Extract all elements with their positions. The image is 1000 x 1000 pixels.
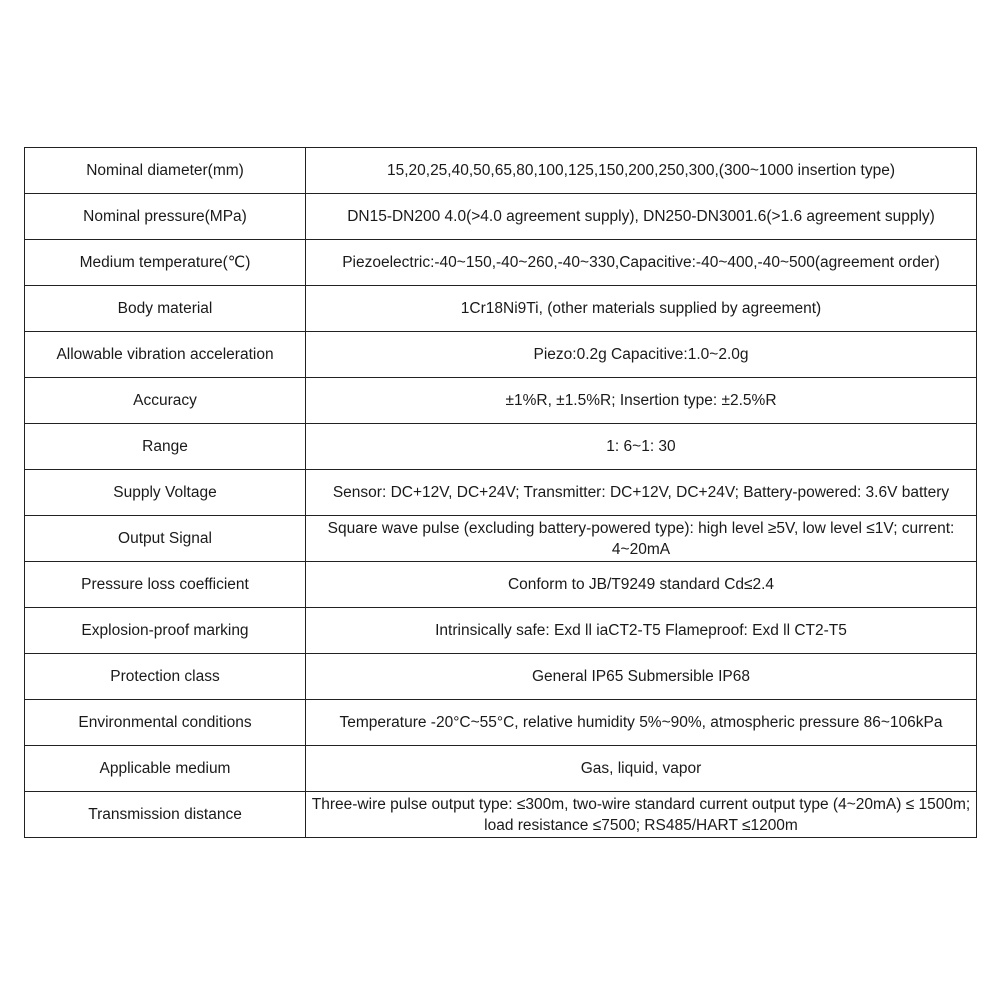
spec-value: DN15-DN200 4.0(>4.0 agreement supply), DN250-DN3001.6(>1.6 agreement supply) (306, 194, 977, 240)
spec-value: Conform to JB/T9249 standard Cd≤2.4 (306, 562, 977, 608)
spec-label: Transmission distance (25, 792, 306, 838)
spec-label: Explosion-proof marking (25, 608, 306, 654)
spec-label: Nominal diameter(mm) (25, 148, 306, 194)
table-row (25, 148, 977, 194)
spec-label: Nominal pressure(MPa) (25, 194, 306, 240)
table-row (25, 746, 977, 792)
spec-label: Applicable medium (25, 746, 306, 792)
spec-value: Intrinsically safe: Exd ll iaCT2-T5 Flameproof: Exd ll CT2-T5 (306, 608, 977, 654)
spec-label: Medium temperature(℃) (25, 240, 306, 286)
table-row (25, 240, 977, 286)
table-row (25, 378, 977, 424)
table-row (25, 700, 977, 746)
spec-value: Square wave pulse (excluding battery-powered type): high level ≥5V, low level ≤1V; current: 4~20mA (306, 516, 977, 562)
spec-value: Gas, liquid, vapor (306, 746, 977, 792)
spec-label: Allowable vibration acceleration (25, 332, 306, 378)
spec-value: 1: 6~1: 30 (306, 424, 977, 470)
spec-value: Piezo:0.2g Capacitive:1.0~2.0g (306, 332, 977, 378)
table-row (25, 516, 977, 562)
table-row (25, 286, 977, 332)
spec-value: ±1%R, ±1.5%R; Insertion type: ±2.5%R (306, 378, 977, 424)
spec-label: Body material (25, 286, 306, 332)
table-row (25, 424, 977, 470)
spec-value: 15,20,25,40,50,65,80,100,125,150,200,250,300,(300~1000 insertion type) (306, 148, 977, 194)
table-row (25, 562, 977, 608)
spec-value: Temperature -20°C~55°C, relative humidity 5%~90%, atmospheric pressure 86~106kPa (306, 700, 977, 746)
spec-value: 1Cr18Ni9Ti, (other materials supplied by agreement) (306, 286, 977, 332)
spec-label: Output Signal (25, 516, 306, 562)
table-row (25, 654, 977, 700)
table-row (25, 608, 977, 654)
spec-value: Sensor: DC+12V, DC+24V; Transmitter: DC+12V, DC+24V; Battery-powered: 3.6V battery (306, 470, 977, 516)
spec-label: Protection class (25, 654, 306, 700)
spec-label: Range (25, 424, 306, 470)
spec-value: Three-wire pulse output type: ≤300m, two-wire standard current output type (4~20mA) ≤ 1500m; load resistance ≤7500; RS485/HART ≤1200m (306, 792, 977, 838)
spec-label: Environmental conditions (25, 700, 306, 746)
table-row (25, 332, 977, 378)
spec-label: Supply Voltage (25, 470, 306, 516)
table-row (25, 470, 977, 516)
spec-label: Pressure loss coefficient (25, 562, 306, 608)
spec-value: Piezoelectric:-40~150,-40~260,-40~330,Capacitive:-40~400,-40~500(agreement order) (306, 240, 977, 286)
spec-table-body (25, 148, 977, 838)
spec-label: Accuracy (25, 378, 306, 424)
table-row (25, 194, 977, 240)
spec-table (24, 147, 977, 838)
table-row (25, 792, 977, 838)
spec-value: General IP65 Submersible IP68 (306, 654, 977, 700)
